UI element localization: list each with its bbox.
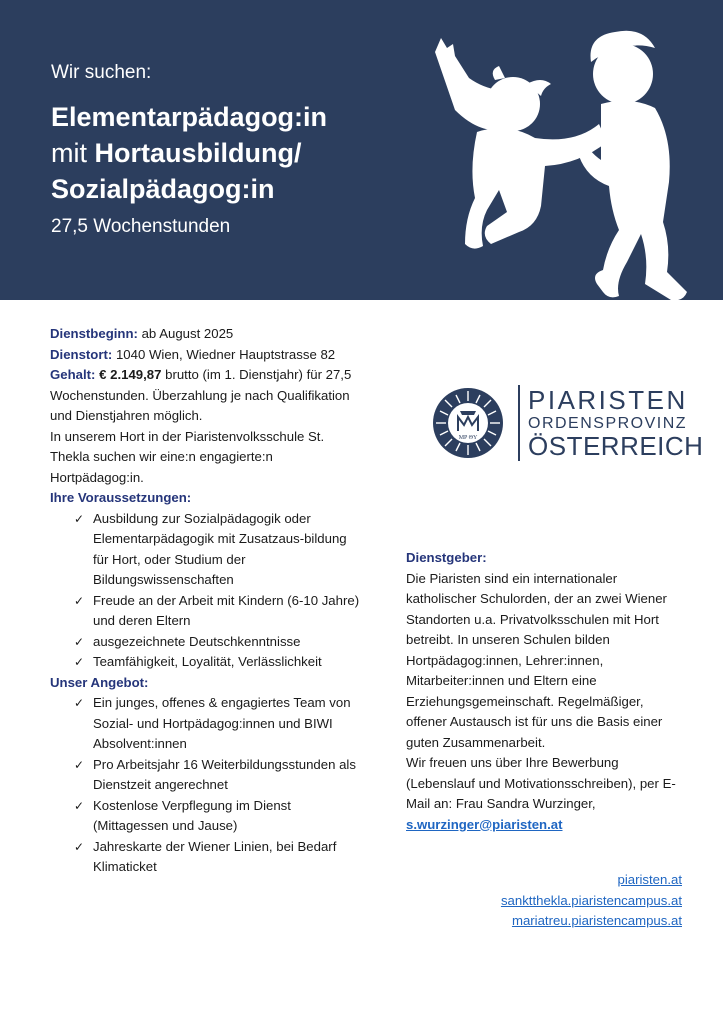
left-column [50, 324, 360, 878]
offer-heading: Unser Angebot: [50, 674, 149, 690]
checkmark-icon: ✓ [74, 798, 85, 813]
piaristen-emblem-icon [432, 387, 504, 459]
list-item: ✓ Pro Arbeitsjahr 16 Weiterbildungsstunden als Dienstzeit angerechnet [74, 756, 356, 792]
list-item: ✓ Kostenlose Verpflegung im Dienst (Mittagessen und Jause) [74, 797, 291, 833]
link-mariatreu[interactable]: mariatreu.piaristencampus.at [511, 913, 682, 928]
list-item: ✓ Ein junges, offenes & engagiertes Team von Sozial- und Hortpädagog:innen und BIWI Absolvent:innen [74, 695, 351, 751]
logo-line-1: PIARISTEN [528, 385, 688, 415]
requirements-heading: Ihre Voraussetzungen: [50, 490, 192, 505]
checkmark-icon: ✓ [74, 696, 85, 710]
salary-line: Gehalt: € 2.149,87 brutto (im 1. Dienstjahr) für 27,5 Wochenstunden. Überzahlung je nach Qualifikation und Dienstjahren möglich. [50, 367, 352, 423]
checkmark-icon: ✓ [74, 655, 85, 669]
logo-line-3: ÖSTERREICH [528, 431, 704, 461]
checkmark-icon: ✓ [74, 839, 85, 854]
children-silhouette-icon [405, 22, 705, 300]
job-title [51, 99, 327, 207]
logo-line-2: ORDENSPROVINZ [528, 415, 688, 432]
link-piaristen[interactable]: piaristen.at [617, 872, 682, 887]
list-item: ✓ Teamfähigkeit, Loyalität, Verlässlichkeit [74, 652, 360, 673]
email-link[interactable]: s.wurzinger@piaristen.at [406, 816, 563, 832]
piaristen-logo [432, 385, 704, 465]
list-item: ✓ Freude an der Arbeit mit Kindern (6-10 Jahre) und deren Eltern [74, 592, 360, 628]
location-line: Dienstort: 1040 Wien, Wiedner Hauptstrasse 82 [50, 346, 336, 362]
list-item: ✓ ausgezeichnete Deutschkenntnisse [74, 632, 360, 653]
right-column [406, 548, 686, 835]
svg-text:MP ΘY: MP ΘY [458, 435, 478, 441]
title-line-3: Sozialpädagog:in [51, 174, 275, 204]
website-links [501, 870, 682, 932]
logo-divider [518, 385, 520, 461]
offer-list [50, 693, 360, 878]
employer-heading: Dienstgeber: [406, 550, 487, 565]
link-sanktthekla[interactable]: sanktthekla.piaristencampus.at [500, 892, 682, 908]
requirements-list [50, 509, 360, 673]
checkmark-icon: ✓ [74, 634, 85, 649]
checkmark-icon: ✓ [74, 593, 85, 608]
checkmark-icon: ✓ [74, 757, 85, 772]
title-line-1: Elementarpädagog:in [51, 102, 328, 132]
weekly-hours: 27,5 Wochenstunden [51, 216, 231, 237]
employer-text: Die Piaristen sind ein internationaler katholischer Schulorden, der an zwei Wiener Standorten u.a. Privatvolksschulen mit Hort betreibt. In unseren Schulen bilden Hortpädagog:innen, Lehrer:innen, Mitarbeiter:innen und Eltern eine Erziehungsgemeinschaft. Regelmäßiger, offener Austausch ist für uns die Basis einer guten Zusammenarbeit. [406, 570, 667, 750]
checkmark-icon: ✓ [74, 511, 85, 526]
start-date-line: Dienstbeginn: ab August 2025 [50, 326, 234, 341]
header-intro: Wir suchen: [51, 62, 152, 83]
intro-paragraph: In unserem Hort in der Piaristenvolksschule St. Thekla suchen wir eine:n engagierte:n Hortpädagog:in. [50, 428, 325, 485]
list-item: ✓ Ausbildung zur Sozialpädagogik oder Elementarpädagogik mit Zusatzaus-bildung für Hort, oder Studium der Bildungswissenschaften [74, 510, 347, 587]
application-text: Wir freuen uns über Ihre Bewerbung (Lebenslauf und Motivationsschreiben), per E-Mail an: Frau Sandra Wurzinger, [406, 755, 676, 811]
header-banner [0, 0, 723, 300]
title-line-2-bold: Hortausbildung/ [94, 138, 302, 168]
title-line-2-prefix: mit [51, 138, 87, 168]
list-item: ✓ Jahreskarte der Wiener Linien, bei Bedarf Klimaticket [74, 838, 337, 874]
